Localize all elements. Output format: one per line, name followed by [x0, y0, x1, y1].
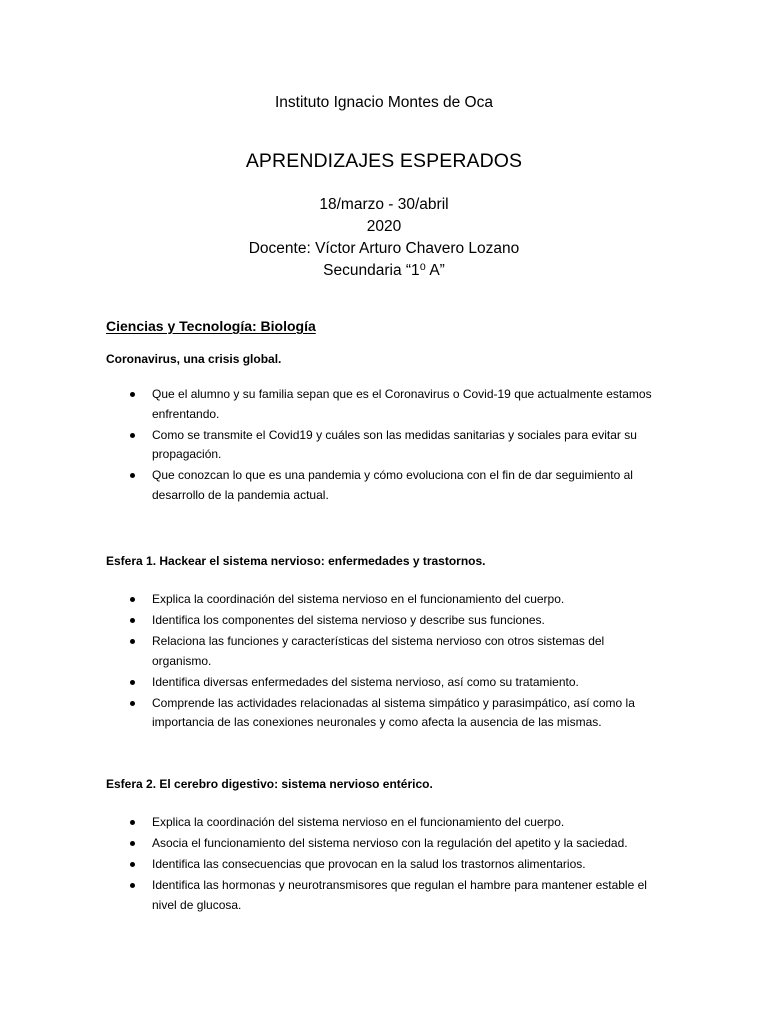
- year: 2020: [366, 218, 402, 235]
- list-item-text: Explica la coordinación del sistema nervioso en el funcionamiento del cuerpo.: [152, 815, 565, 829]
- bullet-icon: [130, 680, 135, 685]
- list-item: [106, 611, 666, 631]
- list-item: [106, 876, 666, 915]
- bullet-icon: [130, 701, 135, 706]
- list-item-text: Comprende las actividades relacionadas al sistema simpático y parasimpático, así como la importancia de las conexiones neuronales y como afecta la ausencia de las mismas.: [152, 695, 635, 729]
- bullet-icon: [130, 597, 135, 602]
- list-item-text: Que el alumno y su familia sepan que es el Coronavirus o Covid-19 que actualmente estamos enfrentando.: [152, 387, 652, 421]
- list-item-text: Identifica los componentes del sistema nervioso y describe sus funciones.: [152, 613, 545, 627]
- bullet-list: [106, 385, 666, 505]
- bullet-icon: [130, 862, 135, 867]
- date-range: 18/marzo - 30/abril: [319, 196, 449, 213]
- document-meta: [0, 194, 768, 282]
- section-esfera-2: [106, 775, 666, 917]
- section-title: Esfera 2. El cerebro digestivo: sistema nervioso entérico.: [106, 777, 433, 791]
- list-item-text: Identifica las consecuencias que provocan en la salud los trastornos alimentarios.: [152, 857, 586, 871]
- list-item: [106, 426, 666, 465]
- bullet-icon: [130, 392, 135, 397]
- section-esfera-1: [106, 552, 666, 734]
- list-item-text: Como se transmite el Covid19 y cuáles son las medidas sanitarias y sociales para evitar su propagación.: [152, 427, 637, 461]
- section-title: Coronavirus, una crisis global.: [106, 352, 282, 366]
- list-item: [106, 855, 666, 875]
- bullet-list: [106, 590, 666, 733]
- list-item-text: Explica la coordinación del sistema nervioso en el funcionamiento del cuerpo.: [152, 592, 565, 606]
- bullet-icon: [130, 841, 135, 846]
- list-item-text: Identifica las hormonas y neurotransmisores que regulan el hambre para mantener estable el nivel de glucosa.: [152, 878, 647, 912]
- section-title: Esfera 1. Hackear el sistema nervioso: enfermedades y trastornos.: [106, 554, 486, 568]
- bullet-icon: [130, 618, 135, 623]
- teacher-name: Docente: Víctor Arturo Chavero Lozano: [248, 240, 520, 257]
- institution-name: Instituto Ignacio Montes de Oca: [275, 94, 493, 111]
- list-item: [106, 385, 666, 424]
- list-item: [106, 813, 666, 833]
- list-item: [106, 466, 666, 505]
- group-label: Secundaria “1⁰ A”: [323, 262, 445, 279]
- list-item: [106, 694, 666, 733]
- bullet-icon: [130, 883, 135, 888]
- bullet-icon: [130, 639, 135, 644]
- bullet-icon: [130, 433, 135, 438]
- list-item-text: Asocia el funcionamiento del sistema nervioso con la regulación del apetito y la saciedad.: [152, 836, 628, 850]
- bullet-icon: [130, 473, 135, 478]
- subject-heading: Ciencias y Tecnología: Biología: [106, 318, 316, 334]
- bullet-list: [106, 813, 666, 915]
- list-item: [106, 834, 666, 854]
- bullet-icon: [130, 820, 135, 825]
- list-item: [106, 673, 666, 693]
- section-coronavirus: [106, 350, 666, 507]
- document-title: APRENDIZAJES ESPERADOS: [245, 150, 523, 172]
- list-item: [106, 632, 666, 671]
- list-item: [106, 590, 666, 610]
- list-item-text: Identifica diversas enfermedades del sistema nervioso, así como su tratamiento.: [152, 674, 579, 689]
- list-item-text: Que conozcan lo que es una pandemia y cómo evoluciona con el fin de dar seguimiento al desarrollo de la pandemia actual.: [152, 468, 633, 502]
- list-item-text: Relaciona las funciones y características del sistema nervioso con otros sistemas del organismo.: [152, 634, 605, 668]
